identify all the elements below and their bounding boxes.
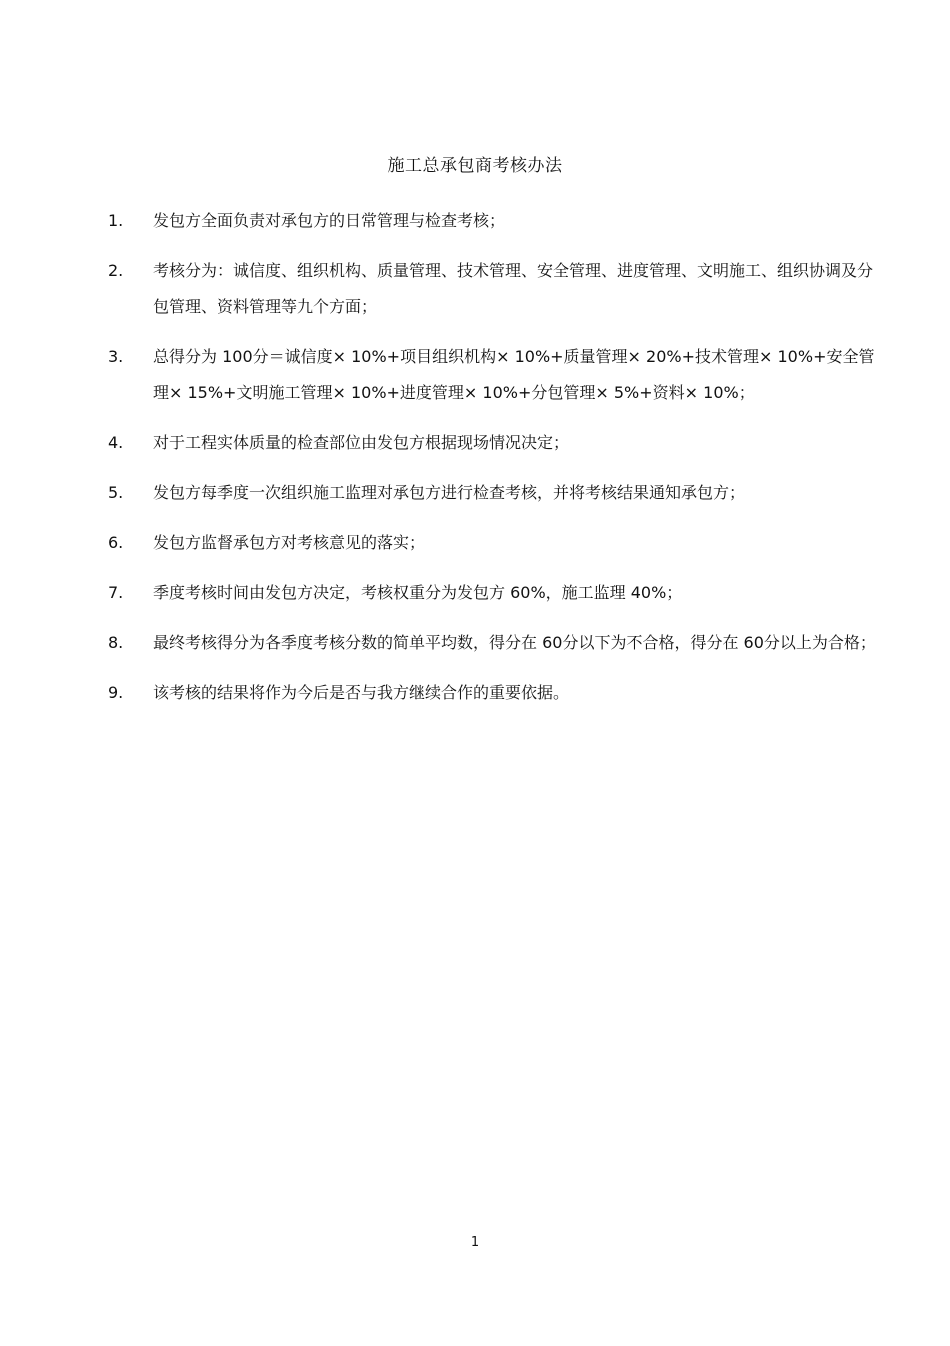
item-number: 9.: [108, 683, 124, 702]
item-text: 发包方每季度一次组织施工监理对承包方进行检查考核，并将考核结果通知承包方；: [153, 483, 746, 502]
list-item: [108, 625, 888, 661]
item-number: 2.: [108, 261, 124, 280]
item-text: 总得分为 100分＝诚信度× 10%+项目组织机构× 10%+质量管理× 20%+技术管理× 10%+安全管理× 15%+文明施工管理× 10%+进度管理× 10%+分包管理× 5%+资料× 10%；: [153, 347, 875, 402]
item-number: 1.: [108, 211, 124, 230]
item-text: 发包方监督承包方对考核意见的落实；: [153, 533, 426, 552]
list-item: [108, 675, 888, 711]
item-number: 6.: [108, 533, 124, 552]
item-number: 4.: [108, 433, 124, 452]
item-number: 8.: [108, 633, 124, 652]
list-item: [108, 525, 888, 561]
list-item: [108, 425, 888, 461]
list-item: [108, 475, 888, 511]
item-text: 季度考核时间由发包方决定，考核权重分为发包方 60%，施工监理 40%；: [153, 583, 683, 602]
item-text: 考核分为：诚信度、组织机构、质量管理、技术管理、安全管理、进度管理、文明施工、组织协调及分包管理、资料管理等九个方面；: [153, 261, 874, 316]
page-number: 1: [470, 1235, 480, 1250]
item-number: 7.: [108, 583, 124, 602]
item-number: 3.: [108, 347, 124, 366]
item-text: 发包方全面负责对承包方的日常管理与检查考核；: [153, 211, 506, 230]
document-title: 施工总承包商考核办法: [387, 156, 563, 176]
item-text: 该考核的结果将作为今后是否与我方继续合作的重要依据。: [153, 683, 570, 702]
list-item: [108, 253, 888, 325]
item-text: 对于工程实体质量的检查部位由发包方根据现场情况决定；: [153, 433, 570, 452]
rules-list: [108, 203, 888, 725]
list-item: [108, 575, 888, 611]
item-text: 最终考核得分为各季度考核分数的简单平均数，得分在 60分以下为不合格，得分在 60分以上为合格；: [153, 633, 876, 652]
list-item: [108, 203, 888, 239]
list-item: [108, 339, 888, 411]
item-number: 5.: [108, 483, 124, 502]
